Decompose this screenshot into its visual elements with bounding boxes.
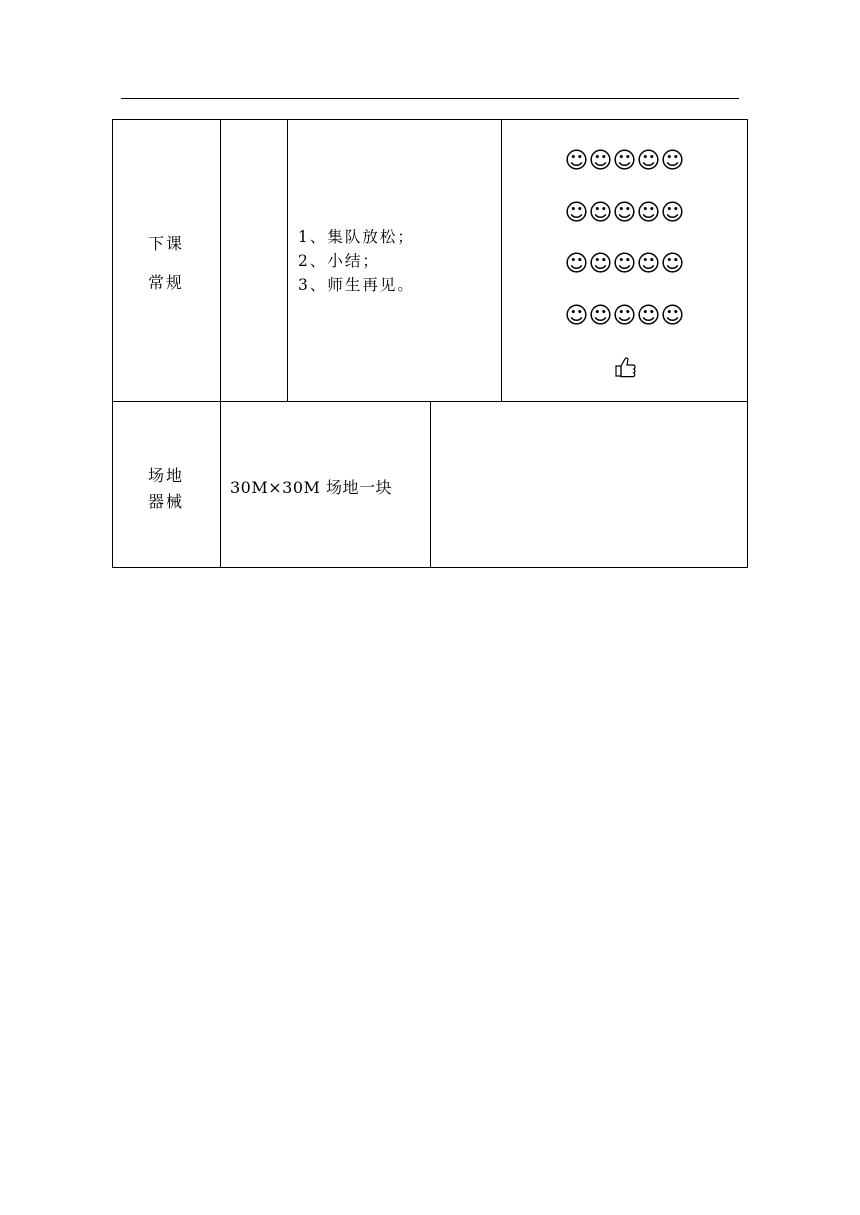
thumbs-up-icon bbox=[502, 354, 747, 387]
row1-time-cell bbox=[221, 120, 287, 401]
table-bottom-border bbox=[112, 567, 748, 568]
step-item: 3、师生再见。 bbox=[298, 276, 415, 294]
equipment-text: 30M×30M 场地一块 bbox=[230, 478, 392, 497]
header-rule bbox=[121, 98, 739, 99]
row1-label-line2: 常规 bbox=[147, 273, 184, 292]
student-row: ☺☺☺☺☺ bbox=[564, 200, 685, 226]
step-item: 2、小结； bbox=[298, 252, 380, 270]
student-row: ☺☺☺☺☺ bbox=[564, 251, 685, 277]
step-item: 1、集队放松； bbox=[298, 228, 415, 246]
student-row: ☺☺☺☺☺ bbox=[564, 303, 685, 329]
row1-label-line1: 下课 bbox=[147, 234, 184, 253]
student-row: ☺☺☺☺☺ bbox=[564, 148, 685, 174]
row2-label-line1: 场地 bbox=[147, 466, 184, 485]
row2-label-line2: 器械 bbox=[147, 492, 184, 511]
dismissal-steps bbox=[298, 225, 415, 297]
time-column-divider bbox=[287, 119, 288, 401]
row2-notes-cell bbox=[431, 402, 747, 567]
table-right-border bbox=[747, 119, 748, 568]
formation-diagram bbox=[502, 120, 747, 401]
